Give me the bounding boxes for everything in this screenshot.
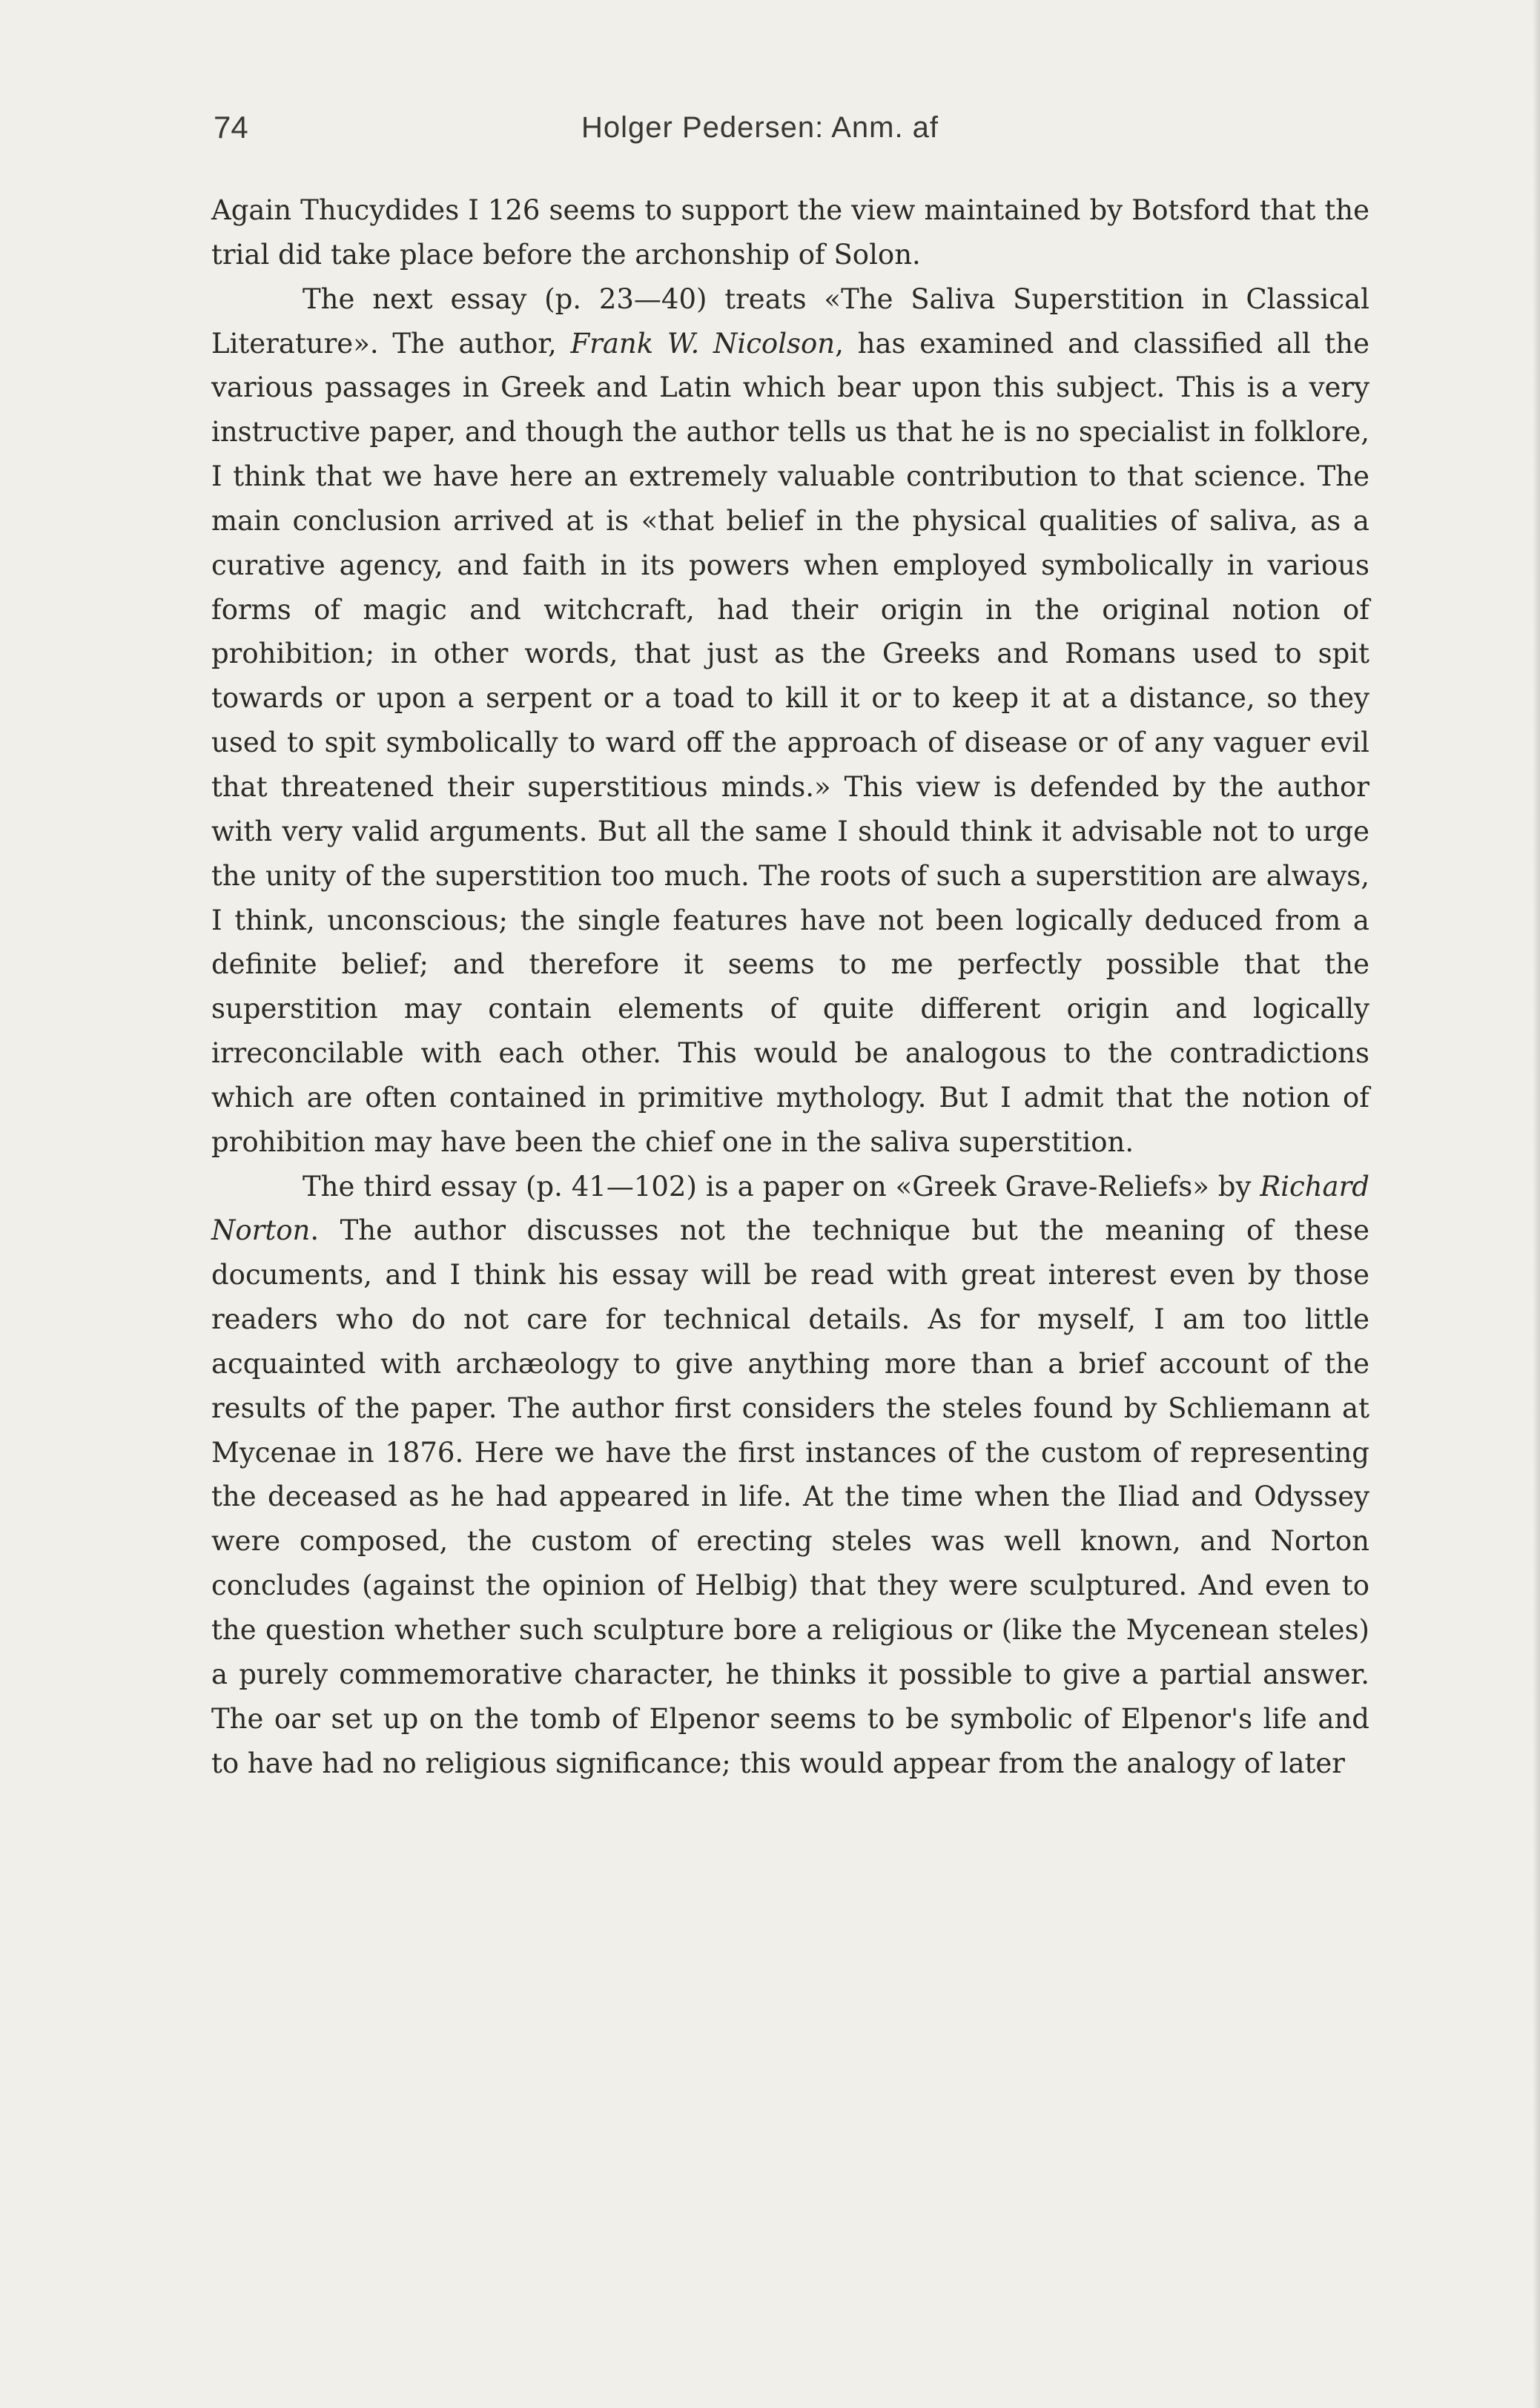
page-edge-shadow [1533,0,1540,2408]
paragraph-1-text: Again Thucydides I 126 seems to support the view maintained by Botsford that the trial did take place before the archonship of Solon. [211,194,1369,271]
paragraph-2-text-before: The next essay (p. 23—40) treats «The Saliva Superstition in Classical Literature». The author, [211,282,1369,360]
body-text [211,188,1369,1785]
page-number: 74 [214,110,248,145]
paragraph-3 [211,1165,1369,1786]
paragraph-3-text-after: . The author discusses not the technique but the meaning of these documents, and I think his essay will be read with great interest even by those readers who do not care for technical details. As for myself, I am too little acquainted with archæology to give anything more than a brief account of the results of the paper. The author first considers the steles found by Schliemann at Mycenae in 1876. Here we have the first instances of the custom of representing the deceased as he had appeared in life. At the time when the Iliad and Odyssey were composed, the custom of erecting steles was well known, and Norton concludes (against the opinion of Helbig) that they were sculptured. And even to the question whether such sculpture bore a religious or (like the Mycenean steles) a purely commemorative character, he thinks it possible to give a partial answer. The oar set up on the tomb of Elpenor seems to be symbolic of Elpenor's life and to have had no religious significance; this would appear from the analogy of later [211,1214,1369,1779]
paragraph-3-text-before: The third essay (p. 41—102) is a paper on «Greek Grave-Reliefs» by [303,1170,1260,1203]
paragraph-3-author: Richard Norton [211,1170,1369,1247]
paragraph-2-text-after: , has examined and classified all the various passages in Greek and Latin which bear upon this subject. This is a very instructive paper, and though the author tells us that he is no specialist in folklore, I think that we have here an extremely valuable contribution to that science. The main conclusion arrived at is «that belief in the physical qualities of saliva, as a curative agency, and faith in its powers when employed symbolically in various forms of magic and witchcraft, had their origin in the original notion of prohibition; in other words, that just as the Greeks and Romans used to spit towards or upon a serpent or a toad to kill it or to keep it at a distance, so they used to spit symbolically to ward off the approach of disease or of any vaguer evil that threatened their superstitious minds.» This view is defended by the author with very valid arguments. But all the same I should think it advisable not to urge the unity of the superstition too much. The roots of such a superstition are always, I think, unconscious; the single features have not been logically deduced from a definite belief; and therefore it seems to me perfectly possible that the superstition may contain elements of quite different origin and logically irreconcilable with each other. This would be analogous to the contradictions which are often contained in primitive mythology. But I admit that the notion of prohibition may have been the chief one in the saliva superstition. [211,327,1369,1158]
paragraph-2 [211,277,1369,1165]
page-header [214,105,1370,150]
running-title: Holger Pedersen: Anm. af [581,111,939,144]
paragraph-1 [211,188,1369,277]
paragraph-2-author: Frank W. Nicolson [570,327,836,360]
